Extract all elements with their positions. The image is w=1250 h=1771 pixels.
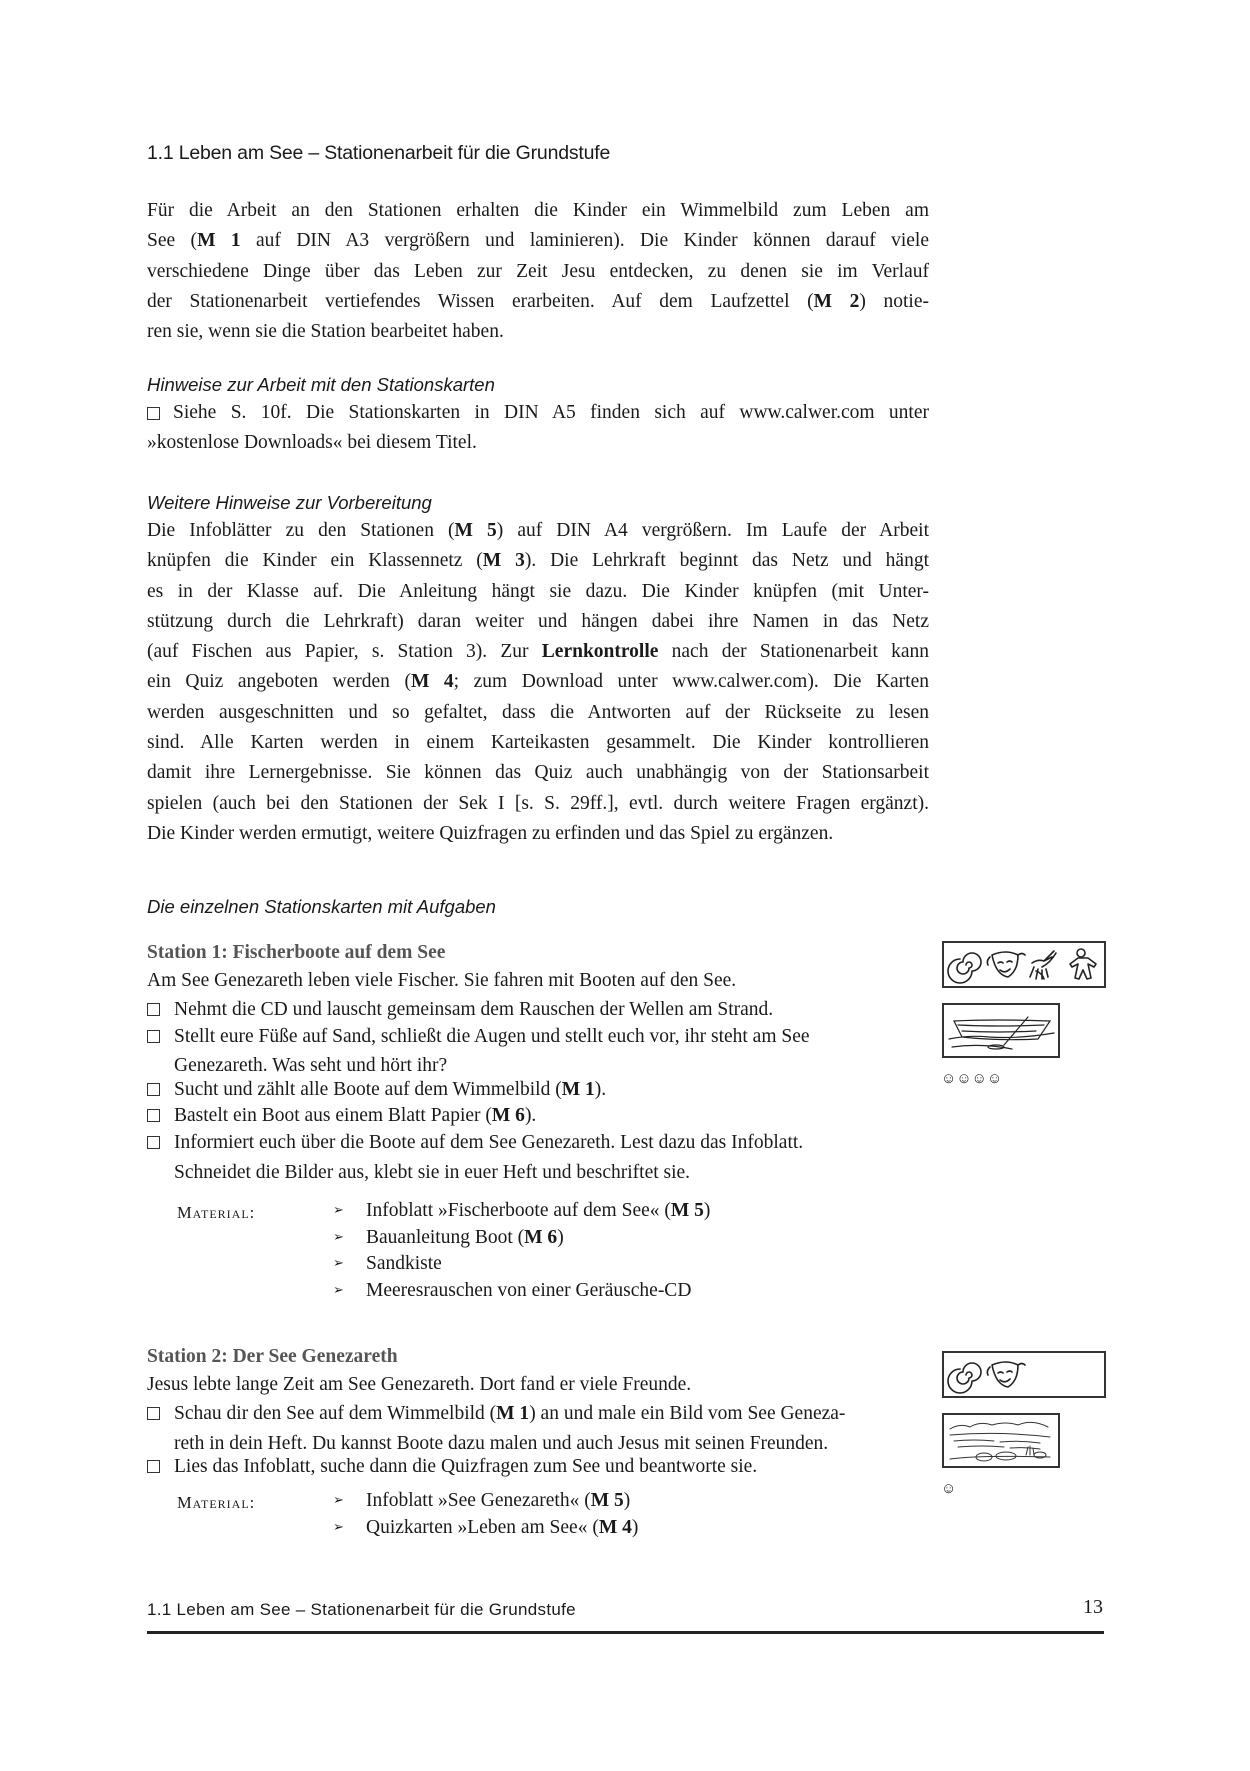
bold-reference: M 1: [496, 1403, 530, 1424]
text-run: »kostenlose Downloads« bei diesem Titel.: [147, 432, 477, 454]
checkbox-icon[interactable]: [147, 1109, 160, 1122]
text-line: [147, 226, 929, 256]
prep-heading: Weitere Hinweise zur Vorbereitung: [147, 492, 432, 513]
text-run: ) auf DIN A4 vergrößern. Im Laufe der Arbeit: [496, 520, 929, 541]
hints-heading: Hinweise zur Arbeit mit den Stationskarten: [147, 374, 495, 395]
chapter-title: 1.1 Leben am See – Stationenarbeit für die Grundstufe: [147, 142, 611, 164]
material-label: Material:: [177, 1493, 256, 1512]
text-line: [147, 728, 929, 758]
text-run: Infoblatt »See Genezareth« (: [366, 1490, 591, 1511]
text-line: [147, 398, 929, 428]
spiral-icon: [948, 1363, 981, 1393]
text-run: sind. Alle Karten werden in einem Karteikasten gesammelt. Die Kinder kontrollieren: [147, 732, 929, 754]
task-item: [147, 1022, 937, 1081]
checkbox-icon[interactable]: [147, 1460, 160, 1473]
task-text: [174, 1101, 937, 1131]
text-line: [147, 637, 929, 667]
material-item: [333, 1200, 710, 1222]
bold-reference: M 5: [670, 1200, 704, 1221]
text-line: [147, 607, 929, 637]
text-run: ; zum Download unter www.calwer.com). Die Karten: [453, 671, 930, 693]
bold-reference: M 6: [524, 1226, 558, 1248]
task-item: [147, 1128, 937, 1187]
bold-reference: Lernkontrolle: [541, 641, 659, 663]
text-run: ren sie, wenn sie die Station bearbeitet haben.: [147, 321, 504, 343]
task-item: [147, 1452, 937, 1482]
text-run: Für die Arbeit an den Stationen erhalten die Kinder ein Wimmelbild zum Leben am: [147, 200, 929, 221]
text-run: verschiedene Dinge über das Leben zur Zeit Jesu entdecken, zu denen sie im Verlauf: [147, 260, 929, 282]
arrow-bullet-icon: ➢: [333, 1281, 344, 1297]
text-line: [147, 758, 929, 788]
text-line: [147, 698, 929, 728]
prep-paragraph: [147, 516, 929, 849]
theater-mask-icon: [987, 952, 1025, 977]
text-run: Bastelt ein Boot aus einem Blatt Papier (: [174, 1105, 492, 1127]
text-run: ): [557, 1226, 564, 1248]
text-run: ein Quiz angeboten werden (: [147, 671, 411, 693]
text-line: [147, 257, 929, 287]
text-line: [147, 546, 929, 576]
checkbox-icon[interactable]: [147, 1083, 160, 1096]
arrow-bullet-icon: ➢: [333, 1202, 344, 1217]
text-run: ).: [594, 1078, 607, 1100]
checkbox-icon[interactable]: [147, 1030, 160, 1043]
hints-paragraph: [147, 398, 929, 459]
text-run: ).: [524, 1105, 537, 1127]
material-item: [333, 1253, 442, 1275]
senses-icon-box: [942, 1351, 1106, 1398]
text-run: ) notie-: [859, 290, 930, 312]
text-run: es in der Klasse auf. Die Anleitung hängt sie dazu. Die Kinder knüpfen (mit Unter-: [147, 580, 929, 602]
task-text: [174, 1158, 937, 1188]
bold-reference: M 4: [410, 671, 454, 693]
text-run: Schneidet die Bilder aus, klebt sie in euer Heft und beschriftet sie.: [174, 1161, 691, 1183]
text-run: Genezareth. Was seht und hört ihr?: [174, 1055, 448, 1077]
text-run: Siehe S. 10f. Die Stationskarten in DIN A5 finden sich auf www.calwer.com unter: [173, 402, 929, 423]
material-item: [333, 1227, 564, 1249]
bold-reference: M 2: [813, 290, 860, 312]
intro-paragraph: [147, 196, 929, 347]
text-run: ) an und male ein Bild vom See Geneza-: [529, 1403, 846, 1424]
station-title: Station 1: Fischerboote auf dem See: [147, 942, 446, 963]
difficulty-rating: ☺☺☺☺: [941, 1071, 1003, 1087]
text-run: spielen (auch bei den Stationen der Sek I [s. S. 29ff.], evtl. durch weitere Fragen ergänzt).: [147, 792, 929, 814]
text-run: stützung durch die Lehrkraft) daran weiter und hängen dabei ihre Namen in das Netz: [147, 610, 929, 632]
task-text: [174, 1399, 937, 1429]
text-line: [147, 196, 929, 226]
page-number: 13: [1083, 1596, 1103, 1618]
bold-reference: M 5: [590, 1490, 624, 1511]
task-text: [174, 1452, 937, 1482]
body-figure-icon: [1070, 949, 1096, 979]
checkbox-icon[interactable]: [147, 1136, 160, 1149]
text-run: Die Kinder werden ermutigt, weitere Quizfragen zu erfinden und das Spiel zu ergänzen.: [147, 822, 834, 844]
arrow-bullet-icon: ➢: [333, 1492, 344, 1507]
task-text: [174, 995, 937, 1025]
arrow-bullet-icon: ➢: [333, 1518, 344, 1534]
arrow-bullet-icon: ➢: [333, 1255, 344, 1271]
text-run: Lies das Infoblatt, suche dann die Quizfragen zum See und beantworte sie.: [174, 1456, 758, 1478]
material-item: [333, 1280, 691, 1302]
material-item: [333, 1490, 630, 1512]
theater-mask-icon: [987, 1362, 1025, 1387]
text-run: Sucht und zählt alle Boote auf dem Wimmelbild (: [174, 1078, 562, 1100]
task-item: [147, 1075, 937, 1105]
text-run: damit ihre Lernergebnisse. Sie können das Quiz auch unabhängig von der Stationsarbeit: [147, 762, 929, 784]
task-text: [174, 1128, 937, 1158]
text-run: nach der Stationenarbeit kann: [658, 641, 929, 663]
text-line: [147, 516, 929, 546]
spiral-icon: [948, 953, 981, 983]
text-run: reth in dein Heft. Du kannst Boote dazu malen und auch Jesus mit seinen Freunden.: [174, 1432, 829, 1454]
text-run: knüpfen die Kinder ein Klassennetz (: [147, 550, 483, 572]
material-label: Material:: [177, 1203, 256, 1222]
text-run: Infoblatt »Fischerboote auf dem See« (: [366, 1200, 671, 1221]
rowing-boat-picture: [942, 1003, 1060, 1058]
bold-reference: M 4: [598, 1516, 632, 1538]
task-text: [174, 1075, 937, 1105]
footer-running-title: 1.1 Leben am See – Stationenarbeit für die Grundstufe: [147, 1600, 576, 1619]
task-text: [174, 1022, 937, 1052]
text-run: Quizkarten »Leben am See« (: [366, 1516, 599, 1538]
task-item: [147, 1399, 937, 1458]
bold-reference: M 3: [482, 550, 525, 572]
material-item: [333, 1517, 638, 1539]
text-run: Informiert euch über die Boote auf dem See Genezareth. Lest dazu das Infoblatt.: [174, 1132, 804, 1153]
station-intro: Jesus lebte lange Zeit am See Genezareth. Dort fand er viele Freunde.: [147, 1374, 692, 1395]
station-title: Station 2: Der See Genezareth: [147, 1346, 398, 1367]
bold-reference: M 6: [491, 1105, 525, 1127]
text-run: See (: [147, 230, 198, 252]
text-run: ): [623, 1490, 631, 1511]
text-line: [147, 577, 929, 607]
arrow-bullet-icon: ➢: [333, 1228, 344, 1244]
footer-rule: [147, 1631, 1104, 1634]
bold-reference: M 1: [197, 230, 241, 252]
text-run: Sandkiste: [366, 1253, 442, 1275]
senses-icon-box: [942, 941, 1106, 988]
bold-reference: M 5: [454, 520, 497, 541]
text-run: ): [703, 1200, 711, 1221]
task-item: [147, 1101, 937, 1131]
text-run: Bauanleitung Boot (: [366, 1226, 525, 1248]
bold-reference: M 1: [561, 1078, 595, 1100]
text-run: Schau dir den See auf dem Wimmelbild (: [174, 1403, 497, 1424]
text-run: Meeresrauschen von einer Geräusche-CD: [366, 1279, 692, 1301]
text-line: [147, 428, 929, 458]
text-run: ). Die Lehrkraft beginnt das Netz und hängt: [524, 550, 930, 572]
hints-lines: [147, 398, 929, 459]
checkbox-icon[interactable]: [147, 1407, 160, 1420]
difficulty-rating: ☺: [941, 1481, 957, 1497]
text-line: [147, 287, 929, 317]
hand-icon: [1030, 951, 1056, 979]
text-run: Die Infoblätter zu den Stationen (: [147, 520, 455, 541]
station-intro: Am See Genezareth leben viele Fischer. Sie fahren mit Booten auf den See.: [147, 970, 737, 991]
text-run: auf DIN A3 vergrößern und laminieren). Die Kinder können darauf viele: [240, 230, 929, 252]
text-line: [147, 667, 929, 697]
text-run: (auf Fischen aus Papier, s. Station 3). Zur: [147, 641, 542, 663]
text-run: werden ausgeschnitten und so gefaltet, dass die Antworten auf der Rückseite zu lesen: [147, 701, 929, 723]
task-item: [147, 995, 937, 1025]
text-run: Stellt eure Füße auf Sand, schließt die Augen und stellt euch vor, ihr steht am See: [174, 1025, 810, 1047]
checkbox-icon: [147, 407, 160, 420]
text-run: Nehmt die CD und lauscht gemeinsam dem Rauschen der Wellen am Strand.: [174, 999, 774, 1020]
text-run: der Stationenarbeit vertiefendes Wissen erarbeiten. Auf dem Laufzettel (: [147, 290, 814, 312]
text-run: ): [631, 1516, 639, 1538]
lake-shore-picture: [942, 1413, 1060, 1468]
checkbox-icon[interactable]: [147, 1003, 160, 1016]
text-line: [147, 789, 929, 819]
text-line: [147, 819, 929, 849]
text-line: [147, 317, 929, 347]
stations-heading: Die einzelnen Stationskarten mit Aufgaben: [147, 896, 496, 917]
